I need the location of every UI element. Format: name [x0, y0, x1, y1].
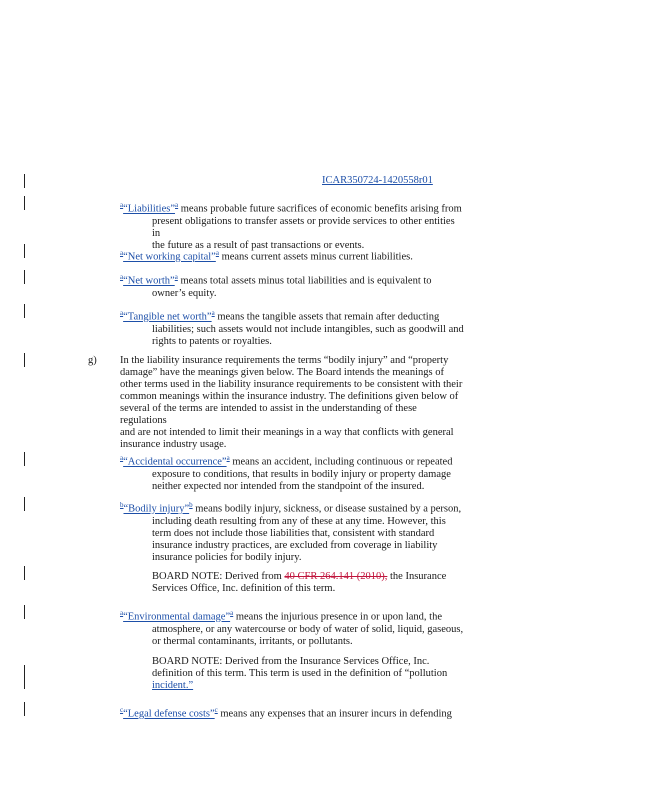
section-g-intro: In the liability insurance requirements the terms “bodily injury” and “property damage” have the meanings given below. The Board intends the meanings of other terms used in the liability insurance requirements to be consistent with their common meanings within the insurance industry. The definitions given below of several of the terms are intended to assist in the understanding of these regulations and are not intended to limit their meanings in a way that conflicts with general insurance industry usage. — [120, 355, 463, 450]
change-bar — [24, 702, 25, 716]
definition-legal-defense-costs: $^c$“Legal defense costs”$^c$ means any expenses that an insurer incurs in defending — [120, 706, 452, 720]
section-label: g) — [88, 355, 97, 366]
definition-tangible-net-worth: $^a$“Tangible net worth”$^a$ means the tangible assets that remain after deducting liabilities; such assets would not include intangibles, such as goodwill and rights to patents or royalties. — [120, 309, 464, 347]
definition-term: “Legal defense costs” — [123, 708, 215, 720]
definition-term: “Environmental damage” — [123, 611, 231, 623]
change-bar — [24, 353, 25, 367]
change-bar — [24, 174, 25, 188]
change-bar — [24, 270, 25, 284]
deleted-text: 40 CFR 264.141 (2010), — [284, 571, 388, 582]
change-bar — [24, 566, 25, 580]
definition-bodily-injury: $^b$“Bodily injury”$^b$ means bodily injury, sickness, or disease sustained by a person, including death resulting from any of these at any time. However, this term does not include those liabilities that, consistent with standard insurance industry practices, are excluded from coverage in liability insurance policies for bodily injury. — [120, 501, 462, 563]
definition-accidental-occurrence: $^a$“Accidental occurrence”$^a$ means an accident, including continuous or repeated exposure to conditions, that results in bodily injury or property damage neither expected nor intended from the standpoint of the insured. — [120, 454, 453, 492]
definition-net-working-capital: $^a$“Net working capital”$^a$ means current assets minus current liabilities. — [120, 249, 413, 263]
change-bar — [24, 497, 25, 511]
definition-term: “Net worth” — [123, 275, 175, 287]
definition-term: “Accidental occurrence” — [123, 456, 227, 468]
change-marker: a — [120, 201, 124, 209]
change-bar — [24, 665, 25, 689]
change-bar — [24, 452, 25, 466]
change-bar — [24, 196, 25, 210]
definition-term: “Net working capital” — [123, 251, 216, 263]
definition-term: “Liabilities” — [123, 203, 176, 215]
change-bar — [24, 244, 25, 258]
board-note: BOARD NOTE: Derived from 40 CFR 264.141 (2010), the Insurance Services Office, Inc. definition of this term. — [152, 571, 447, 594]
board-note: BOARD NOTE: Derived from the Insurance Services Office, Inc. definition of this term. This term is used in the definition of “pollution incident.” — [152, 656, 448, 691]
change-bar — [24, 304, 25, 318]
document-id: ICAR350724-1420558r01 — [322, 175, 433, 186]
definition-net-worth: $^a$“Net worth”$^a$ means total assets minus total liabilities and is equivalent to owner’s equity. — [120, 273, 432, 299]
definition-term: “Bodily injury” — [123, 503, 190, 515]
definition-environmental-damage: $^a$“Environmental damage”$^a$ means the injurious presence in or upon land, the atmosphere, or any watercourse or body of water of solid, liquid, gaseous, or thermal contaminants, irritants, or pollutants. — [120, 609, 464, 647]
change-bar — [24, 605, 25, 619]
definition-liabilities: $^a$“Liabilities”$^a$ means probable future sacrifices of economic benefits arising from present obligations to transfer assets or provide services to other entities in the future as a result of past transactions or events. — [120, 201, 462, 251]
definition-term: “Tangible net worth” — [123, 311, 212, 323]
